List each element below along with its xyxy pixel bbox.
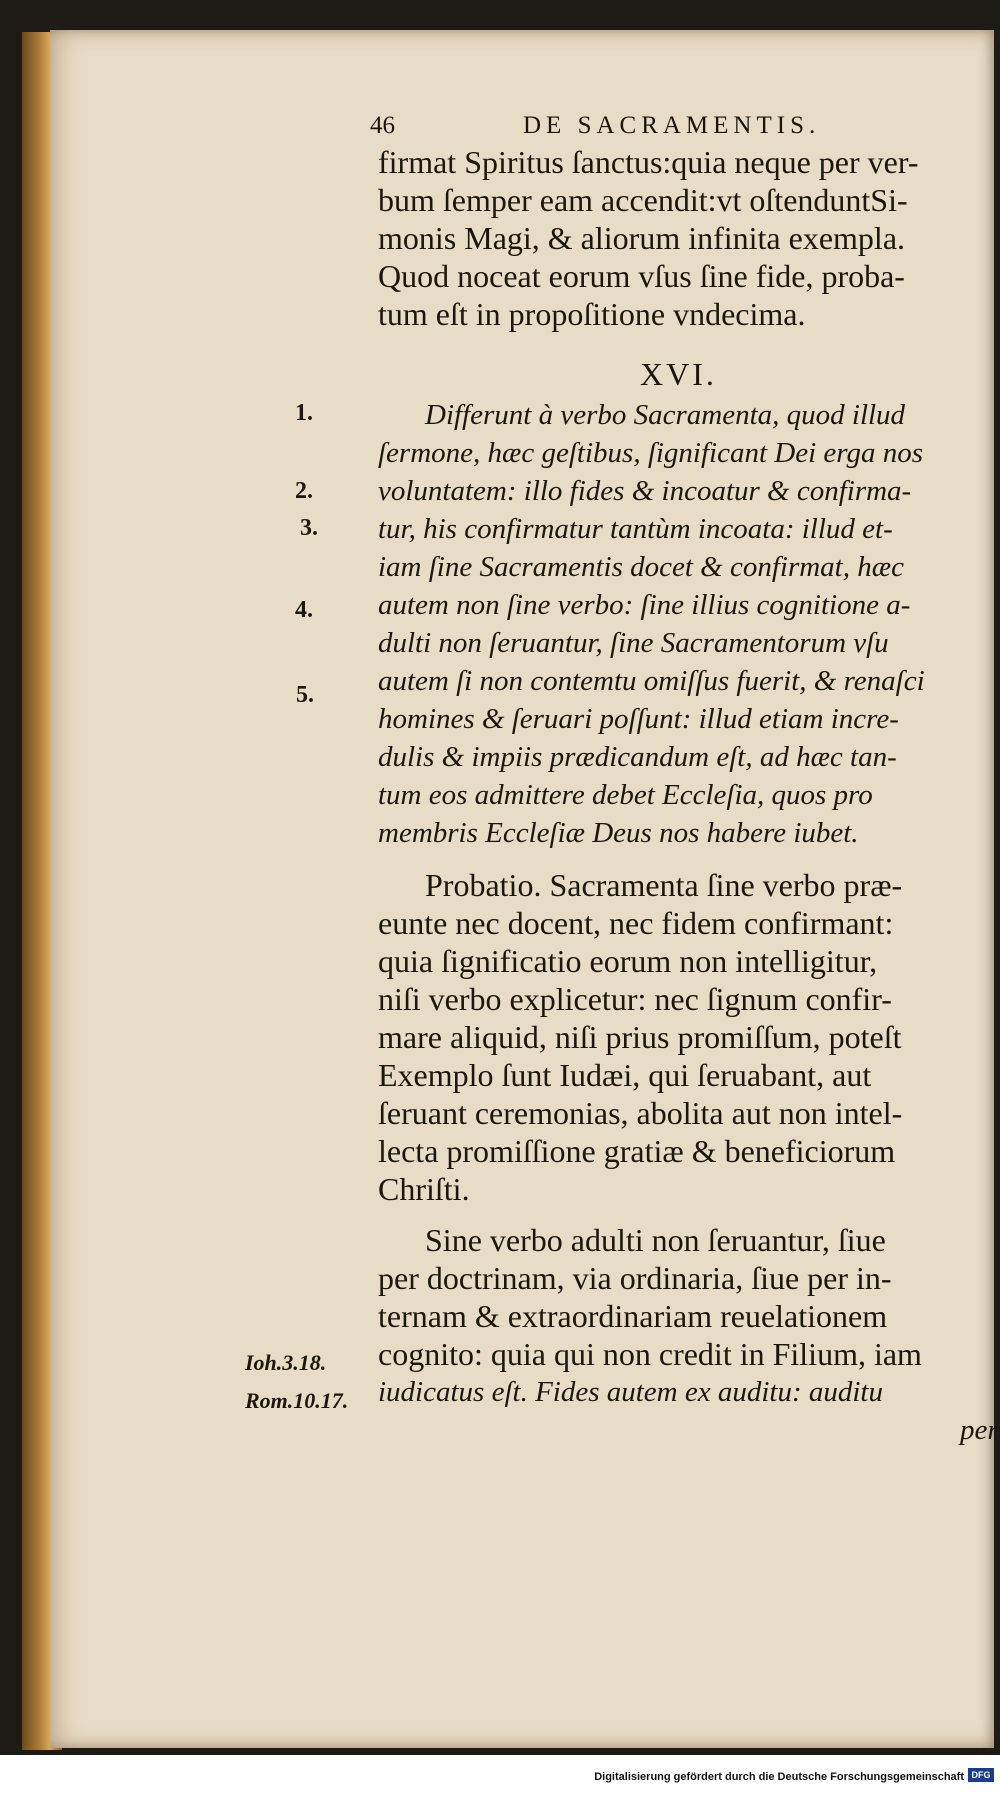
text-line-italic: dulti non ſeruantur, ſine Sacramentorum vſu <box>378 627 889 659</box>
text-line-italic: ſermone, hæc geſtibus, ſignificant Dei erga nos <box>378 437 924 469</box>
text-line: eunte nec docent, nec fidem confirmant: <box>378 905 894 941</box>
text-line-italic: iam ſine Sacramentis docet & confirmat, hæc <box>378 551 904 583</box>
text-line: bum ſemper eam accendit:vt oſtenduntSi- <box>378 182 908 218</box>
page-number: 46 <box>370 112 395 139</box>
text-line: quia ſignificatio eorum non intelligitur, <box>378 943 878 979</box>
text-line-italic: autem non ſine verbo: ſine illius cognitione a- <box>378 589 911 621</box>
text-line: tum eſt in propoſitione vndecima. <box>378 296 806 332</box>
text-line: firmat Spiritus ſanctus:quia neque per ver- <box>378 144 919 180</box>
text-line: cognito: quia qui non credit in Filium, iam <box>378 1336 922 1372</box>
text-line-italic: voluntatem: illo fides & incoatur & confirma- <box>378 475 912 507</box>
text-line-italic: tum eos admittere debet Eccleſia, quos pro <box>378 779 873 811</box>
text-line: Probatio. Sacramenta ſine verbo præ- <box>425 867 903 903</box>
margin-number: 3. <box>300 515 318 541</box>
margin-number: 2. <box>295 478 313 504</box>
text-line: monis Magi, & aliorum infinita exempla. <box>378 220 906 256</box>
margin-number: 1. <box>295 400 313 426</box>
text-line-italic: tur, his confirmatur tantùm incoata: illud et- <box>378 513 893 545</box>
section-heading: XVI. <box>640 356 717 392</box>
text-line: lecta promiſſione gratiæ & beneficiorum <box>378 1133 896 1169</box>
text-line-italic: Differunt à verbo Sacramenta, quod illud <box>425 399 906 431</box>
text-line-italic: iudicatus eſt. Fides autem ex auditu: auditu <box>378 1376 883 1408</box>
text-line: Sine verbo adulti non ſeruantur, ſiue <box>425 1222 886 1258</box>
text-line: per doctrinam, via ordinaria, ſiue per in- <box>378 1260 892 1296</box>
text-line: Exemplo ſunt Iudæi, qui ſeruabant, aut <box>378 1057 872 1093</box>
catchword: per <box>960 1414 999 1446</box>
text-line: mare aliquid, niſi prius promiſſum, poteſt <box>378 1019 902 1055</box>
text-line: Quod noceat eorum vſus ſine fide, proba- <box>378 258 905 294</box>
text-line-italic: membris Eccleſiæ Deus nos habere iubet. <box>378 817 859 849</box>
margin-number: 4. <box>295 597 313 623</box>
text-line: niſi verbo explicetur: nec ſignum confir- <box>378 981 892 1017</box>
dfg-logo: DFG <box>968 1768 994 1782</box>
running-title: DE SACRAMENTIS. <box>523 112 821 139</box>
margin-reference: Ioh.3.18. <box>245 1350 327 1375</box>
text-line-italic: dulis & impiis prædicandum eſt, ad hæc tan- <box>378 741 897 773</box>
text-line-italic: homines & ſeruari poſſunt: illud etiam incre- <box>378 703 899 735</box>
text-line-italic: autem ſi non contemtu omiſſus fuerit, & renaſci <box>378 665 925 697</box>
text-line: Chriſti. <box>378 1171 470 1207</box>
margin-reference: Rom.10.17. <box>245 1388 349 1413</box>
text-line: ſeruant ceremonias, abolita aut non intel- <box>378 1095 903 1131</box>
text-line: ternam & extraordinariam reuelationem <box>378 1298 888 1334</box>
digitization-credit: Digitalisierung gefördert durch die Deutsche Forschungsgemeinschaft <box>594 1771 964 1783</box>
margin-number: 5. <box>296 682 314 708</box>
